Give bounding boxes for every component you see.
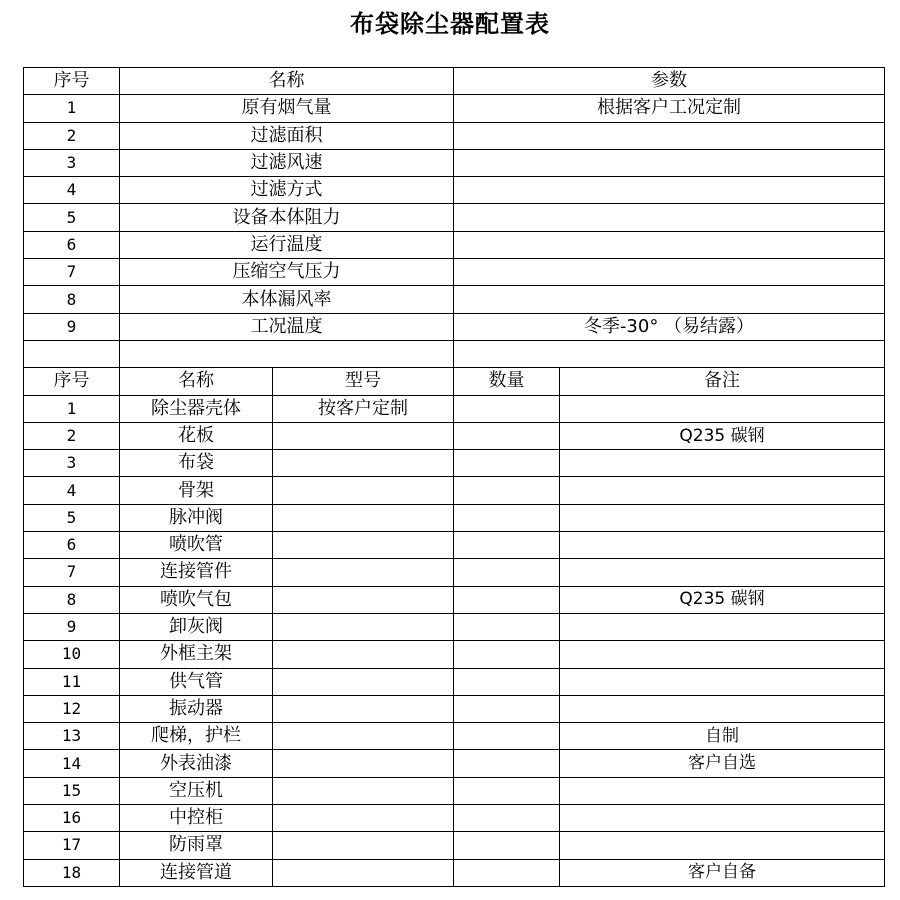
params-header-value: 参数 <box>454 68 885 95</box>
params-row <box>24 149 885 176</box>
parts-qty-cell <box>454 859 560 886</box>
parts-remark-cell <box>560 532 885 559</box>
params-header-row <box>24 68 885 95</box>
params-name-cell: 本体漏风率 <box>120 286 454 313</box>
parts-name-cell: 卸灰阀 <box>120 613 273 640</box>
parts-header-row <box>24 368 885 395</box>
parts-qty-cell <box>454 532 560 559</box>
parts-qty-cell <box>454 422 560 449</box>
parts-qty-cell <box>454 450 560 477</box>
params-row <box>24 122 885 149</box>
params-header-index: 序号 <box>24 68 120 95</box>
parts-remark-cell <box>560 450 885 477</box>
params-index-cell: 6 <box>24 231 120 258</box>
parts-name-cell: 防雨罩 <box>120 832 273 859</box>
params-index-cell: 2 <box>24 122 120 149</box>
parts-index-cell: 8 <box>24 586 120 613</box>
params-row <box>24 286 885 313</box>
parts-row <box>24 450 885 477</box>
parts-name-cell: 骨架 <box>120 477 273 504</box>
parts-remark-cell <box>560 641 885 668</box>
params-name-cell: 设备本体阻力 <box>120 204 454 231</box>
parts-row <box>24 504 885 531</box>
parts-remark-cell <box>560 613 885 640</box>
parts-model-cell <box>273 723 454 750</box>
parts-qty-cell <box>454 695 560 722</box>
params-index-cell: 8 <box>24 286 120 313</box>
parts-row <box>24 532 885 559</box>
parts-row <box>24 395 885 422</box>
parts-row <box>24 750 885 777</box>
parts-qty-cell <box>454 586 560 613</box>
params-value-cell <box>454 122 885 149</box>
parts-row <box>24 723 885 750</box>
parts-model-cell <box>273 641 454 668</box>
parts-index-cell: 16 <box>24 805 120 832</box>
parts-name-cell: 花板 <box>120 422 273 449</box>
params-name-cell: 过滤方式 <box>120 177 454 204</box>
parts-remark-cell: 客户自备 <box>560 859 885 886</box>
parts-model-cell <box>273 613 454 640</box>
parts-name-cell: 布袋 <box>120 450 273 477</box>
parts-name-cell: 外表油漆 <box>120 750 273 777</box>
parts-index-cell: 11 <box>24 668 120 695</box>
parts-row <box>24 695 885 722</box>
parts-model-cell <box>273 422 454 449</box>
parts-model-cell <box>273 477 454 504</box>
parts-index-cell: 13 <box>24 723 120 750</box>
params-value-cell: 冬季-30° （易结露） <box>454 313 885 340</box>
params-name-cell: 压缩空气压力 <box>120 259 454 286</box>
params-index-cell: 5 <box>24 204 120 231</box>
params-header-name: 名称 <box>120 68 454 95</box>
params-name-cell: 过滤风速 <box>120 149 454 176</box>
params-index-cell: 7 <box>24 259 120 286</box>
parts-index-cell: 15 <box>24 777 120 804</box>
parts-qty-cell <box>454 750 560 777</box>
parts-name-cell: 空压机 <box>120 777 273 804</box>
parts-remark-cell <box>560 777 885 804</box>
parts-index-cell: 7 <box>24 559 120 586</box>
parts-index-cell: 1 <box>24 395 120 422</box>
parts-model-cell <box>273 859 454 886</box>
separator-row <box>24 340 885 367</box>
parts-index-cell: 3 <box>24 450 120 477</box>
parts-qty-cell <box>454 613 560 640</box>
params-value-cell <box>454 149 885 176</box>
parts-model-cell <box>273 832 454 859</box>
params-row <box>24 95 885 122</box>
parts-qty-cell <box>454 723 560 750</box>
params-name-cell: 工况温度 <box>120 313 454 340</box>
parts-row <box>24 805 885 832</box>
parts-model-cell <box>273 805 454 832</box>
parts-model-cell <box>273 750 454 777</box>
parts-qty-cell <box>454 477 560 504</box>
parts-row <box>24 777 885 804</box>
parts-name-cell: 喷吹管 <box>120 532 273 559</box>
separator-cell <box>24 340 120 367</box>
parts-qty-cell <box>454 805 560 832</box>
parts-remark-cell <box>560 668 885 695</box>
parts-name-cell: 脉冲阀 <box>120 504 273 531</box>
parts-index-cell: 4 <box>24 477 120 504</box>
parts-row <box>24 859 885 886</box>
params-row <box>24 231 885 258</box>
parts-model-cell <box>273 559 454 586</box>
parts-name-cell: 外框主架 <box>120 641 273 668</box>
params-row <box>24 313 885 340</box>
parts-index-cell: 18 <box>24 859 120 886</box>
params-name-cell: 运行温度 <box>120 231 454 258</box>
parts-model-cell <box>273 777 454 804</box>
parts-remark-cell <box>560 559 885 586</box>
parts-name-cell: 连接管件 <box>120 559 273 586</box>
parts-qty-cell <box>454 641 560 668</box>
params-index-cell: 9 <box>24 313 120 340</box>
parts-qty-cell <box>454 559 560 586</box>
parts-qty-cell <box>454 395 560 422</box>
parts-remark-cell <box>560 805 885 832</box>
parts-row <box>24 832 885 859</box>
params-value-cell <box>454 286 885 313</box>
parts-qty-cell <box>454 668 560 695</box>
parts-model-cell <box>273 532 454 559</box>
params-value-cell <box>454 204 885 231</box>
parts-remark-cell <box>560 477 885 504</box>
parts-row <box>24 613 885 640</box>
parts-index-cell: 6 <box>24 532 120 559</box>
parts-name-cell: 爬梯，护栏 <box>120 723 273 750</box>
parts-remark-cell <box>560 695 885 722</box>
parts-index-cell: 14 <box>24 750 120 777</box>
parts-model-cell <box>273 450 454 477</box>
params-value-cell: 根据客户工况定制 <box>454 95 885 122</box>
parts-qty-cell <box>454 777 560 804</box>
parts-remark-cell <box>560 395 885 422</box>
config-table <box>23 67 885 887</box>
params-value-cell <box>454 231 885 258</box>
parts-remark-cell: Q235 碳钢 <box>560 422 885 449</box>
parts-header-name: 名称 <box>120 368 273 395</box>
params-index-cell: 1 <box>24 95 120 122</box>
parts-index-cell: 10 <box>24 641 120 668</box>
parts-row <box>24 586 885 613</box>
params-name-cell: 原有烟气量 <box>120 95 454 122</box>
parts-remark-cell: 客户自选 <box>560 750 885 777</box>
parts-index-cell: 9 <box>24 613 120 640</box>
parts-qty-cell <box>454 832 560 859</box>
parts-model-cell <box>273 586 454 613</box>
parts-row <box>24 668 885 695</box>
params-row <box>24 259 885 286</box>
parts-row <box>24 641 885 668</box>
parts-qty-cell <box>454 504 560 531</box>
parts-name-cell: 中控柜 <box>120 805 273 832</box>
params-value-cell <box>454 259 885 286</box>
params-index-cell: 3 <box>24 149 120 176</box>
parts-model-cell: 按客户定制 <box>273 395 454 422</box>
parts-row <box>24 477 885 504</box>
parts-index-cell: 12 <box>24 695 120 722</box>
separator-cell <box>120 340 454 367</box>
parts-name-cell: 供气管 <box>120 668 273 695</box>
page-title: 布袋除尘器配置表 <box>350 9 550 38</box>
parts-header-remark: 备注 <box>560 368 885 395</box>
parts-index-cell: 17 <box>24 832 120 859</box>
parts-model-cell <box>273 695 454 722</box>
parts-remark-cell <box>560 504 885 531</box>
parts-index-cell: 5 <box>24 504 120 531</box>
parts-name-cell: 振动器 <box>120 695 273 722</box>
params-row <box>24 204 885 231</box>
parts-model-cell <box>273 668 454 695</box>
params-index-cell: 4 <box>24 177 120 204</box>
parts-header-qty: 数量 <box>454 368 560 395</box>
parts-remark-cell <box>560 832 885 859</box>
parts-index-cell: 2 <box>24 422 120 449</box>
parts-row <box>24 422 885 449</box>
params-name-cell: 过滤面积 <box>120 122 454 149</box>
parts-name-cell: 连接管道 <box>120 859 273 886</box>
parts-name-cell: 喷吹气包 <box>120 586 273 613</box>
separator-cell <box>454 340 885 367</box>
params-row <box>24 177 885 204</box>
parts-model-cell <box>273 504 454 531</box>
parts-header-index: 序号 <box>24 368 120 395</box>
parts-remark-cell: Q235 碳钢 <box>560 586 885 613</box>
parts-name-cell: 除尘器壳体 <box>120 395 273 422</box>
parts-header-model: 型号 <box>273 368 454 395</box>
params-value-cell <box>454 177 885 204</box>
config-table-body <box>24 68 885 887</box>
parts-remark-cell: 自制 <box>560 723 885 750</box>
parts-row <box>24 559 885 586</box>
